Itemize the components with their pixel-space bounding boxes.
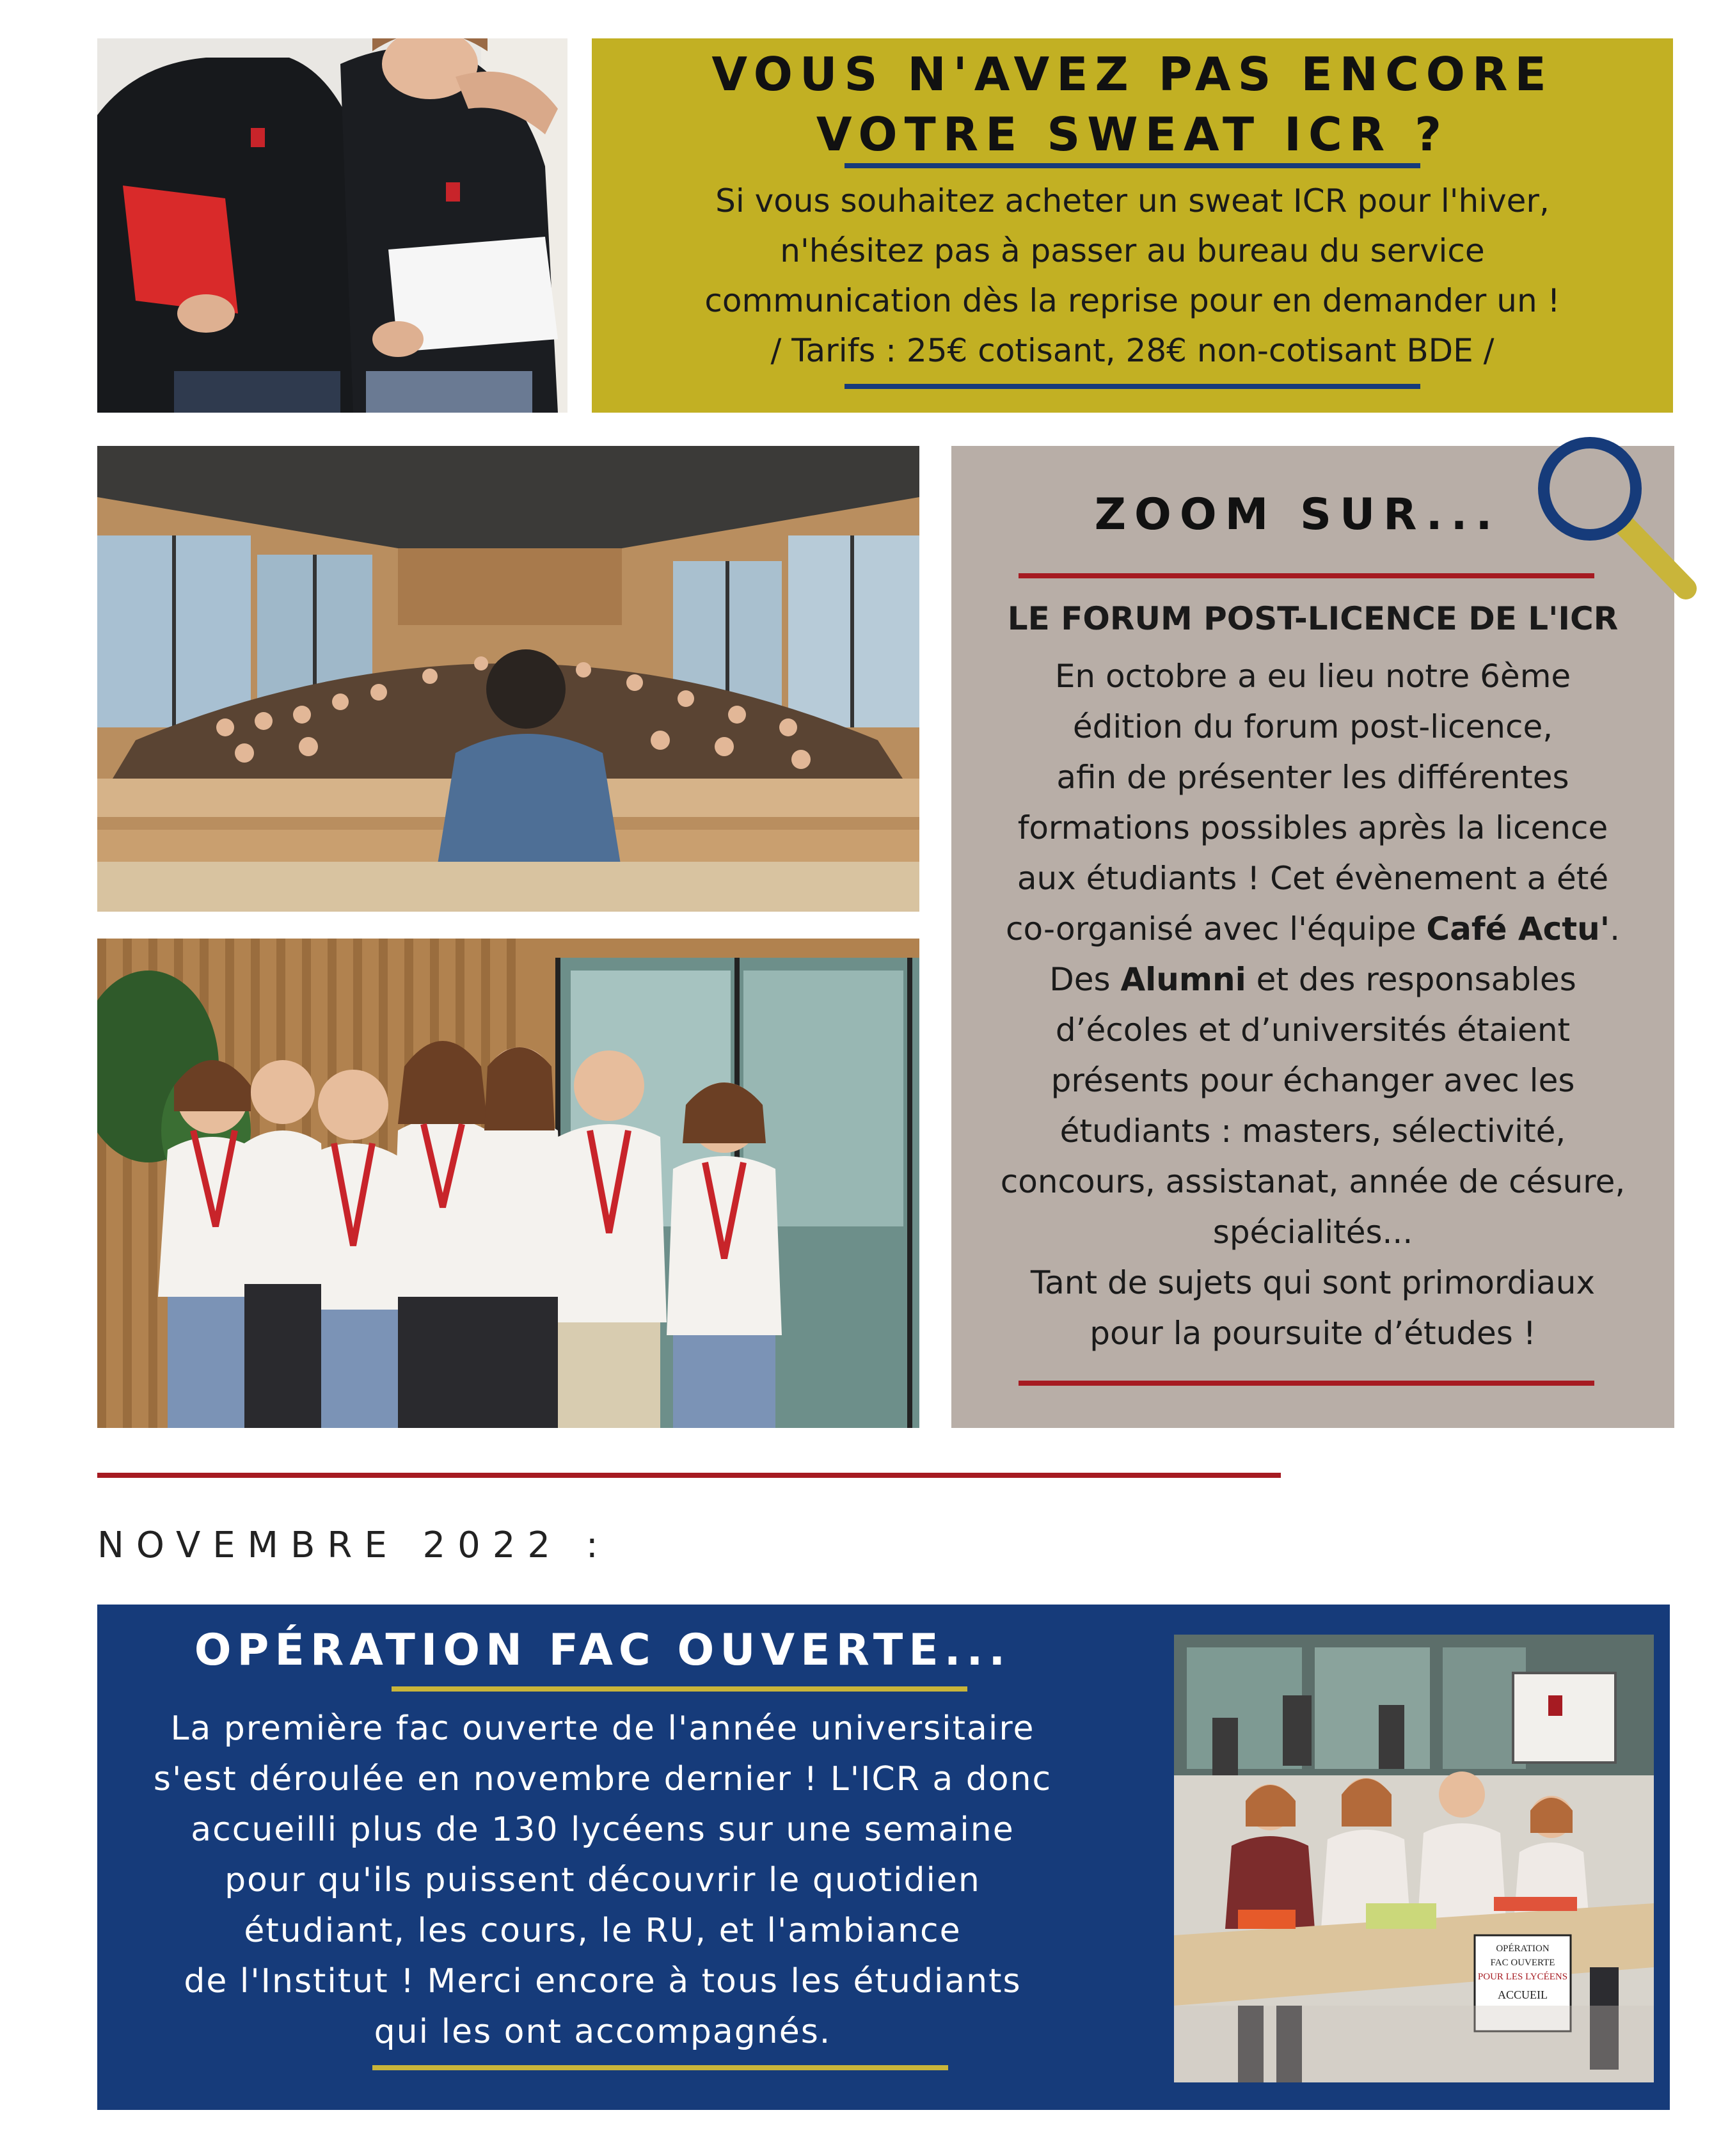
sweat-title-line1: VOUS N'AVEZ PAS ENCORE (711, 47, 1553, 101)
fac-body (97, 1704, 1108, 2057)
fac-title: OPÉRATION FAC OUVERTE... (194, 1625, 1011, 1676)
zoom-body-line: édition du forum post-licence, (1072, 708, 1553, 745)
zoom-subtitle: LE FORUM POST-LICENCE DE L'ICR (1007, 600, 1619, 637)
magnifying-glass-icon (1529, 430, 1702, 609)
sweat-title-line2: VOTRE SWEAT ICR ? (816, 107, 1449, 161)
sweat-body-line: communication dès la reprise pour en demander un ! (704, 282, 1560, 319)
sweat-panel (592, 38, 1673, 413)
zoom-body-line: aux étudiants ! Cet évènement a été (1017, 860, 1609, 897)
fac-ouverte-photo (1174, 1635, 1654, 2082)
sweat-body (592, 176, 1673, 376)
fac-title-rule (392, 1686, 967, 1692)
zoom-body-line: afin de présenter les différentes (1056, 759, 1569, 796)
sign-line: OPÉRATION (1496, 1944, 1550, 1954)
zoom-body-line: d’écoles et d’universités étaient (1055, 1011, 1571, 1049)
fac-body-line: de l'Institut ! Merci encore à tous les étudiants (184, 1962, 1022, 2001)
zoom-body-line: étudiants : masters, sélectivité, (1059, 1113, 1566, 1150)
zoom-body-line: formations possibles après la licence (1017, 809, 1608, 846)
zoom-body-text: Des (1049, 961, 1111, 998)
fac-body-line: étudiant, les cours, le RU, et l'ambiance (244, 1912, 962, 1950)
zoom-body-line: Tant de sujets qui sont primordiaux (1030, 1264, 1596, 1301)
alumni-word: Alumni (1120, 961, 1246, 998)
sweat-title-rule (845, 163, 1420, 168)
zoom-bottom-rule (1019, 1381, 1594, 1386)
lecture-hall-photo (97, 446, 919, 912)
sweat-bottom-rule (845, 384, 1420, 389)
zoom-body-text: et des responsables (1256, 961, 1576, 998)
cafe-actu-name: Café Actu' (1426, 910, 1610, 947)
sweat-body-line: Si vous souhaitez acheter un sweat ICR pour l'hiver, (715, 182, 1550, 219)
zoom-body-line-cafe (951, 904, 1674, 955)
section-divider (97, 1473, 1281, 1478)
zoom-body-line: présents pour échanger avec les (1051, 1062, 1575, 1099)
sign-line: ACCUEIL (1498, 1988, 1548, 2001)
sweat-body-line: n'hésitez pas à passer au bureau du service (780, 232, 1485, 269)
fac-body-line: s'est déroulée en novembre dernier ! L'ICR a donc (153, 1760, 1052, 1798)
zoom-body-line: En octobre a eu lieu notre 6ème (1054, 658, 1571, 695)
sign-line: POUR LES LYCÉENS (1477, 1972, 1568, 1982)
zoom-body-text: . (1610, 910, 1620, 947)
fac-body-line: qui les ont accompagnés. (374, 2013, 832, 2051)
zoom-body-line: concours, assistanat, année de césure, (1000, 1163, 1626, 1200)
sweat-photo (97, 38, 567, 413)
fac-photo-sign (1475, 1942, 1571, 2002)
novembre-heading: NOVEMBRE 2022 : (97, 1525, 610, 1566)
zoom-body-text: co-organisé avec l'équipe (1006, 910, 1416, 947)
fac-body-line: pour qu'ils puissent découvrir le quotidien (225, 1861, 981, 1899)
sign-line: FAC OUVERTE (1490, 1958, 1555, 1968)
fac-body-line: La première fac ouverte de l'année universitaire (170, 1709, 1035, 1748)
fac-bottom-rule (372, 2065, 948, 2070)
fac-ouverte-panel (97, 1605, 1670, 2110)
zoom-body (951, 651, 1674, 1359)
sweat-body-line: / Tarifs : 25€ cotisant, 28€ non-cotisant BDE / (770, 332, 1495, 369)
fac-body-line: accueilli plus de 130 lycéens sur une semaine (191, 1811, 1015, 1849)
forum-team-photo (97, 939, 919, 1428)
zoom-body-line: spécialités... (1212, 1214, 1413, 1251)
zoom-body-line-alumni (951, 955, 1674, 1005)
zoom-body-line: pour la poursuite d’études ! (1090, 1315, 1536, 1352)
zoom-title: ZOOM SUR... (1094, 489, 1501, 540)
zoom-title-rule (1019, 573, 1594, 578)
